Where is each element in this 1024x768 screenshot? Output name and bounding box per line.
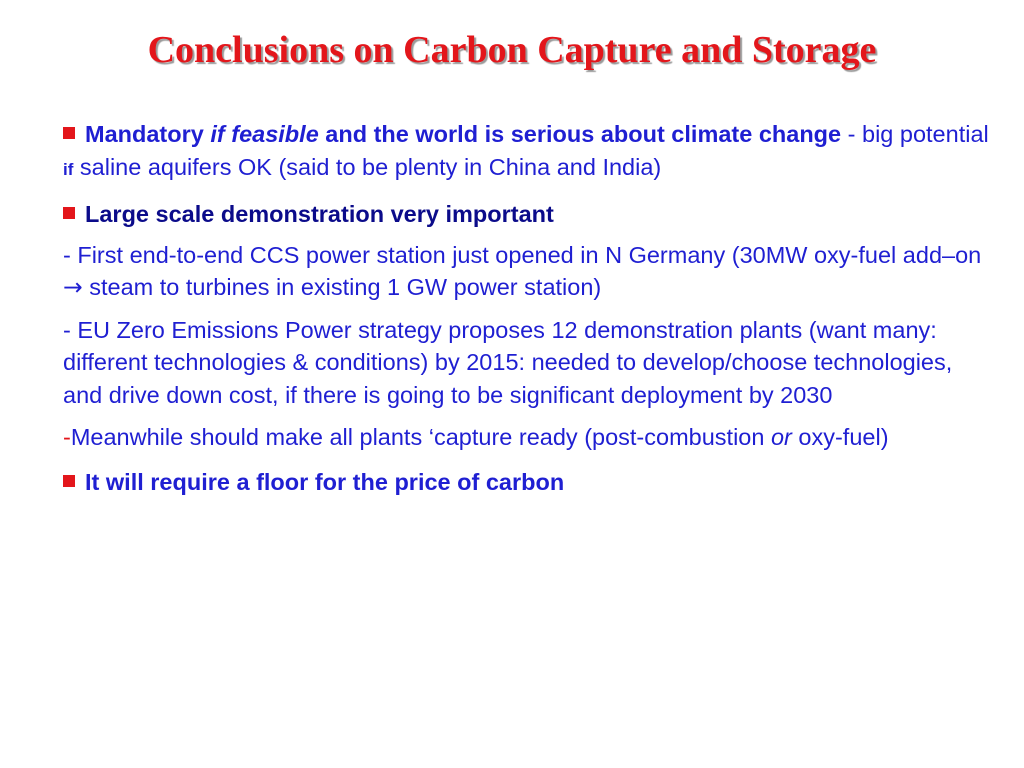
bullet-mandatory-rest-1: - big potential	[841, 121, 989, 147]
bullet-mandatory-lead-2: and the world is serious about climate change	[318, 121, 842, 147]
sub-item-germany-text-a: - First end-to-end CCS power station just opened in N Germany (30MW oxy-fuel add–on	[63, 241, 982, 268]
bullet-mandatory	[63, 118, 993, 186]
sub-item-eu-strategy	[63, 314, 993, 412]
square-bullet-icon	[63, 475, 75, 487]
slide-title: Conclusions on Carbon Capture and Storage	[147, 29, 877, 71]
square-bullet-icon	[63, 127, 75, 139]
sub-item-capture-ready-dash: -	[63, 424, 71, 450]
sub-item-capture-ready-text-b: oxy-fuel)	[791, 424, 889, 450]
bullet-demonstration	[63, 198, 993, 231]
sub-item-eu-strategy-text: - EU Zero Emissions Power strategy proposes 12 demonstration plants (want many: different technologies & conditions) by 2015: needed to develop/choose technologies, and drive down cost, if there is going to be significant deployment by 2030	[63, 316, 953, 408]
sub-item-capture-ready-or: or	[770, 424, 792, 450]
bullet-mandatory-if: if	[63, 159, 74, 179]
arrow-icon: →	[63, 273, 83, 301]
bullet-carbon-price	[63, 466, 993, 499]
sub-item-capture-ready-text-a: Meanwhile should make all plants ‘capture ready (post-combustion	[70, 424, 771, 450]
sub-item-capture-ready	[63, 421, 993, 454]
bullet-carbon-price-text: It will require a floor for the price of carbon	[85, 468, 565, 495]
bullet-demonstration-heading: Large scale demonstration very important	[85, 201, 554, 227]
bullet-mandatory-rest-2: saline aquifers OK (said to be plenty in China and India)	[73, 153, 662, 180]
slide-body	[63, 118, 993, 498]
square-bullet-icon	[63, 207, 75, 219]
sub-item-germany-text-b: steam to turbines in existing 1 GW power station)	[82, 274, 602, 300]
bullet-mandatory-lead-italic: if feasible	[210, 121, 319, 147]
bullet-mandatory-lead-1: Mandatory	[85, 121, 211, 147]
sub-item-germany	[63, 239, 993, 304]
